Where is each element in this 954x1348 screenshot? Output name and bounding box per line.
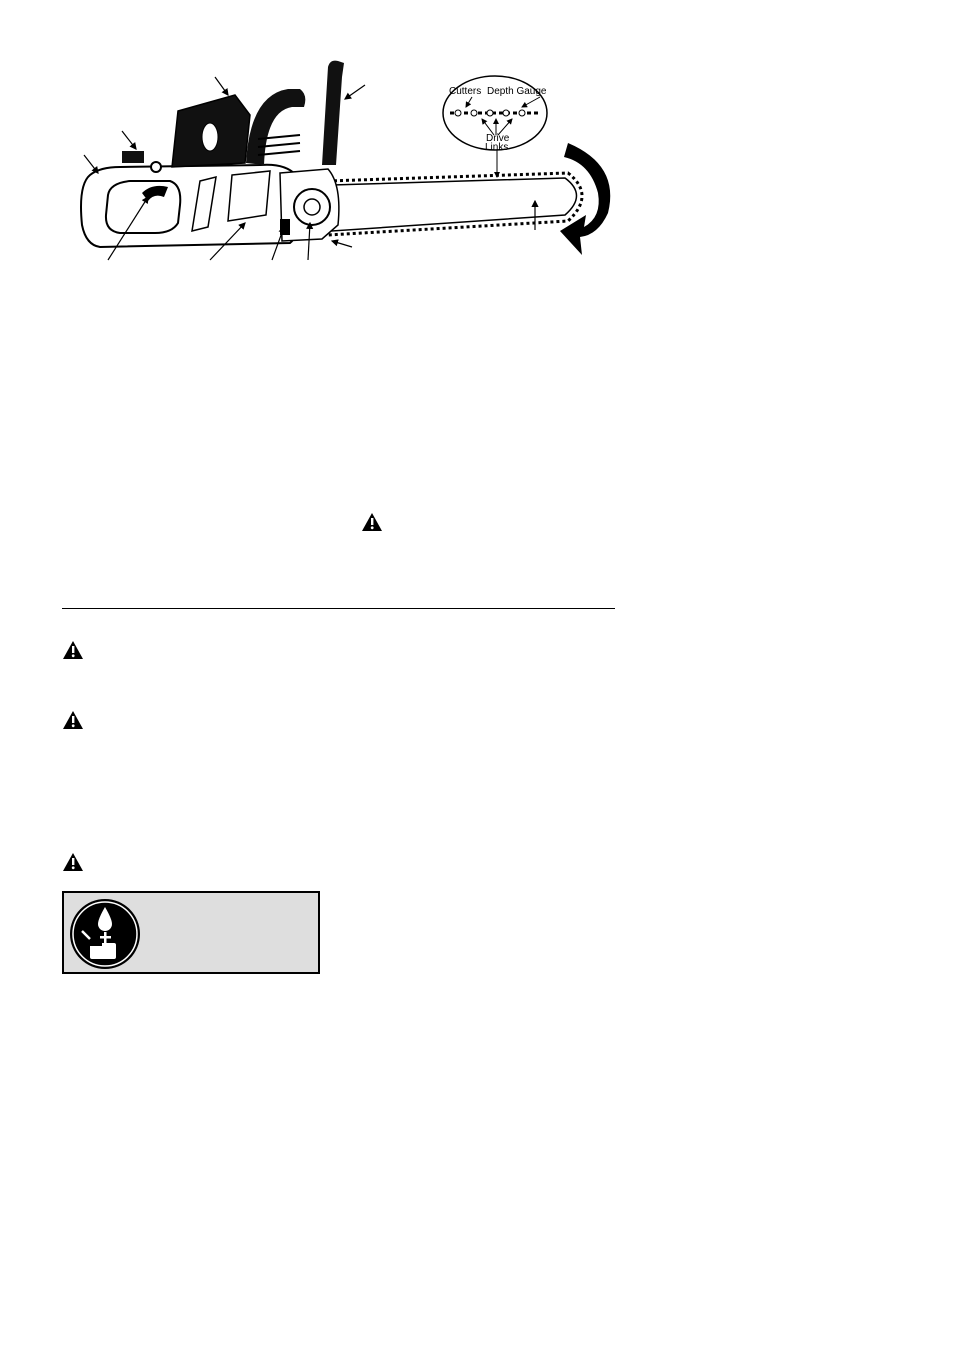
warning-triangle-icon	[62, 710, 84, 730]
drive-links-label-line1: Drive	[486, 133, 510, 144]
warning-triangle-icon	[62, 852, 84, 872]
warning-triangle-icon	[361, 512, 383, 532]
warning-triangle-icon	[62, 640, 84, 660]
drive-links-label-line2: Links	[485, 142, 509, 153]
oil-notice-panel	[62, 891, 320, 974]
engine-housing	[81, 61, 344, 247]
depth-gauge-label: Depth Gauge	[487, 86, 547, 97]
oil-can-icon	[68, 897, 142, 971]
chainsaw-figure	[60, 55, 630, 265]
cutters-label: Cutters	[449, 86, 482, 97]
section-divider	[62, 608, 615, 609]
guide-bar	[328, 173, 582, 235]
